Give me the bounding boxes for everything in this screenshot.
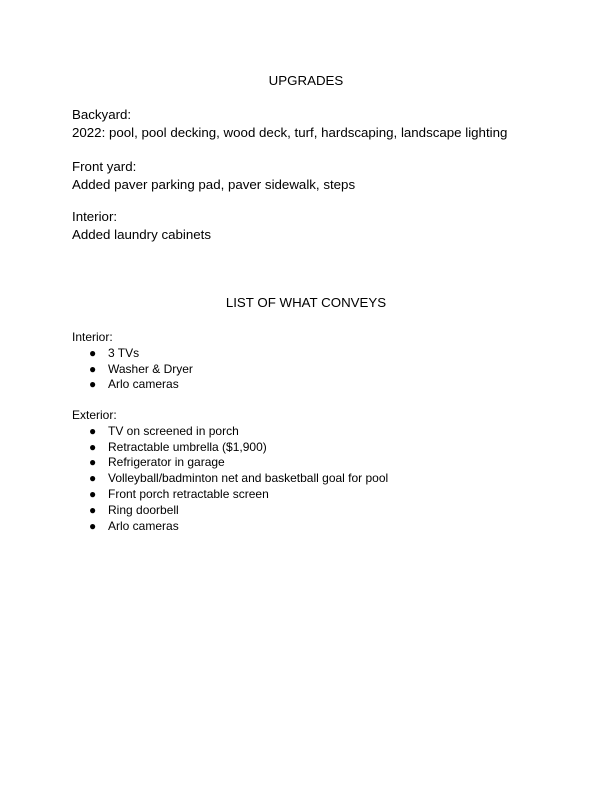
item-text: Washer & Dryer bbox=[108, 361, 193, 376]
list-item bbox=[72, 519, 388, 535]
item-text: Arlo cameras bbox=[108, 377, 179, 392]
front-yard-section bbox=[72, 158, 355, 193]
list-item bbox=[72, 503, 388, 519]
bullet-icon: ● bbox=[89, 471, 97, 486]
bullet-icon: ● bbox=[89, 439, 97, 454]
list-item bbox=[72, 487, 388, 503]
bullet-icon: ● bbox=[89, 345, 97, 360]
item-text: Arlo cameras bbox=[108, 518, 179, 533]
item-text: Volleyball/badminton net and basketball goal for pool bbox=[108, 471, 389, 486]
bullet-icon: ● bbox=[89, 455, 97, 470]
section-text: Added laundry cabinets bbox=[72, 226, 211, 242]
item-text: Refrigerator in garage bbox=[108, 455, 225, 470]
item-text: Retractable umbrella ($1,900) bbox=[108, 439, 267, 454]
interior-conveys-section bbox=[72, 330, 193, 393]
upgrades-heading: UPGRADES bbox=[268, 73, 344, 88]
list-item bbox=[72, 424, 388, 440]
list-item bbox=[72, 455, 388, 471]
exterior-conveys-section bbox=[72, 408, 388, 534]
item-text: 3 TVs bbox=[108, 345, 140, 360]
section-label: Interior: bbox=[72, 330, 113, 344]
backyard-section bbox=[72, 106, 507, 141]
item-text: TV on screened in porch bbox=[108, 423, 239, 438]
list-item bbox=[72, 346, 193, 362]
list-item bbox=[72, 471, 388, 487]
bullet-icon: ● bbox=[89, 518, 97, 533]
list-item bbox=[72, 440, 388, 456]
item-text: Front porch retractable screen bbox=[108, 486, 269, 501]
section-text: 2022: pool, pool decking, wood deck, turf, hardscaping, landscape lighting bbox=[72, 124, 508, 140]
section-text: Added paver parking pad, paver sidewalk, steps bbox=[72, 176, 356, 192]
section-label: Exterior: bbox=[72, 408, 117, 422]
conveys-heading: LIST OF WHAT CONVEYS bbox=[225, 295, 387, 310]
section-label: Backyard: bbox=[72, 107, 132, 122]
item-text: Ring doorbell bbox=[108, 502, 179, 517]
bullet-icon: ● bbox=[89, 486, 97, 501]
interior-upgrade-section bbox=[72, 208, 211, 243]
section-label: Front yard: bbox=[72, 159, 137, 174]
bullet-icon: ● bbox=[89, 377, 97, 392]
bullet-icon: ● bbox=[89, 423, 97, 438]
bullet-icon: ● bbox=[89, 502, 97, 517]
list-item bbox=[72, 377, 193, 393]
exterior-list bbox=[72, 424, 388, 535]
bullet-icon: ● bbox=[89, 361, 97, 376]
list-item bbox=[72, 362, 193, 378]
interior-list bbox=[72, 346, 193, 393]
section-label: Interior: bbox=[72, 209, 118, 224]
